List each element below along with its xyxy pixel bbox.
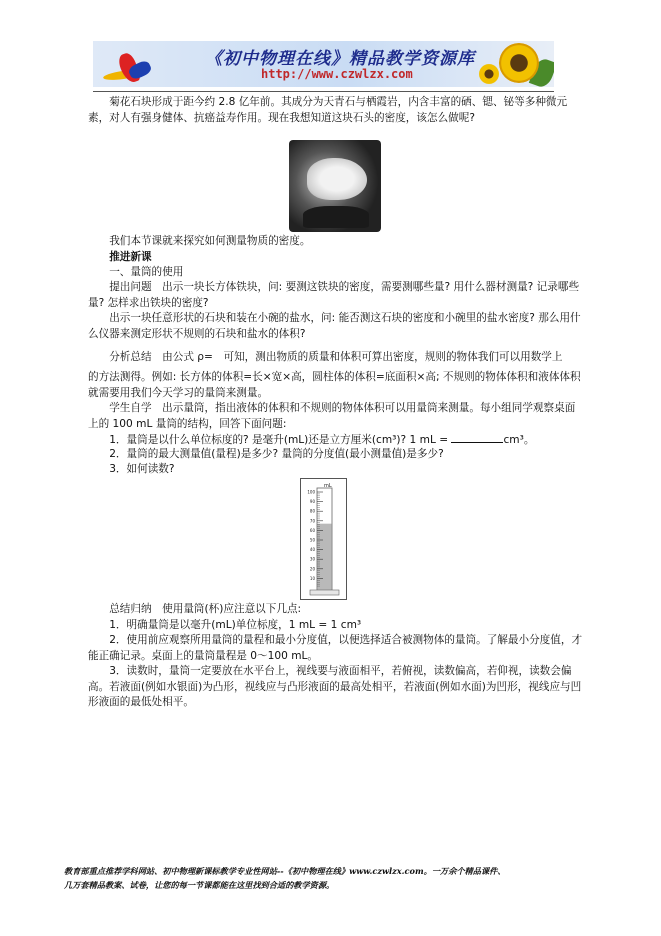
tick-label: 80 bbox=[309, 508, 315, 514]
tick-label: 90 bbox=[309, 499, 315, 505]
stone-stand bbox=[303, 206, 369, 228]
tick-label: 100 bbox=[307, 489, 315, 495]
question-3: 3．如何读数? bbox=[109, 463, 175, 475]
analysis-line-2: 的方法测得。例如: 长方体的体积=长×宽×高，圆柱体的体积=底面积×高; 不规则的物体体积和液体体积就需要用我们今天学习的量筒来测量。 bbox=[88, 371, 581, 399]
header-divider bbox=[93, 91, 554, 92]
cylinder-base bbox=[310, 590, 339, 595]
tick-label: 70 bbox=[309, 518, 315, 524]
lesson-goal: 我们本节课就来探究如何测量物质的密度。 bbox=[109, 235, 311, 247]
summary-point-2: 2．使用前应观察所用量筒的量程和最小分度值，以便选择适合被测物体的量筒。了解最小分度值，才能正确记录。桌面上的量筒量程是 0～100 mL。 bbox=[88, 634, 583, 662]
question-1-unit: cm³。 bbox=[503, 434, 535, 446]
footer-line-1: 教育部重点推荐学科网站、初中物理新课标教学专业性网站--《初中物理在线》www.czwlzx.com。一万余个精品课件、 bbox=[64, 866, 506, 876]
analysis-line-1: 分析总结 由公式 ρ= 可知，测出物质的质量和体积可算出密度，规则的物体我们可以用数学上 bbox=[109, 351, 563, 363]
header-title: 《初中物理在线》精品教学资源库 bbox=[205, 49, 475, 69]
question-paragraph-2: 出示一块任意形状的石块和装在小碗的盐水，问: 能否测这石块的密度和小碗里的盐水密度? 那么用什么仪器来测定形状不规则的石块和盐水的体积? bbox=[88, 312, 581, 340]
summary-heading: 总结归纳 使用量筒(杯)应注意以下几点: bbox=[109, 603, 302, 615]
unit-label: mL bbox=[324, 483, 332, 489]
sunflower-icon bbox=[499, 43, 539, 83]
question-1-text: 1．量筒是以什么单位标度的? 是毫升(mL)还是立方厘米(cm³)? 1 mL = bbox=[109, 434, 449, 446]
summary-point-1: 1．明确量筒是以毫升(mL)单位标度，1 mL = 1 cm³ bbox=[109, 619, 362, 631]
chrysanthemum-stone-photo bbox=[289, 140, 381, 232]
question-paragraph-1: 提出问题 出示一块长方体铁块，问: 要测这铁块的密度，需要测哪些量? 用什么器材测量? 记录哪些量? 怎样求出铁块的密度? bbox=[88, 281, 580, 309]
header-url[interactable]: http://www.czwlzx.com bbox=[261, 67, 413, 81]
summary-point-3: 3．读数时，量筒一定要放在水平台上，视线要与液面相平，若俯视，读数偏高，若仰视，读数会偏高。若液面(例如水银面)为凸形，视线应与凸形液面的最高处相平，若液面(例如水面)为凹形，视线应与凹形液面的最低处相平。 bbox=[88, 665, 582, 708]
section-heading: 推进新课 bbox=[109, 251, 152, 263]
tick-label: 40 bbox=[309, 547, 315, 553]
tick-label: 50 bbox=[309, 537, 315, 543]
stone-flower-pattern bbox=[307, 158, 367, 200]
footer bbox=[64, 864, 604, 892]
liquid-column bbox=[317, 524, 331, 590]
graduated-cylinder-figure bbox=[300, 478, 347, 600]
tick-label: 30 bbox=[309, 556, 315, 562]
tick-label: 10 bbox=[309, 575, 315, 581]
graduated-cylinder-svg bbox=[300, 478, 347, 600]
tick-label: 60 bbox=[309, 527, 315, 533]
self-study-paragraph: 学生自学 出示量筒，指出液体的体积和不规则的物体体积可以用量筒来测量。每小组同学观察桌面上的 100 mL 量筒的结构，回答下面问题: bbox=[88, 402, 576, 430]
answer-blank[interactable] bbox=[451, 432, 503, 443]
sunflower-small-icon bbox=[478, 63, 500, 85]
question-2: 2．量筒的最大测量值(量程)是多少? 量筒的分度值(最小测量值)是多少? bbox=[109, 448, 444, 460]
tick-label: 20 bbox=[309, 566, 315, 572]
header-banner bbox=[93, 41, 554, 87]
subsection-heading: 一、量筒的使用 bbox=[109, 266, 184, 278]
intro-paragraph: 菊花石块形成于距今约 2.8 亿年前。其成分为天青石与栖霞岩，内含丰富的硒、锶、铋等多种微元素，对人有强身健体、抗癌益寿作用。现在我想知道这块石头的密度，该怎么做呢? bbox=[88, 96, 568, 124]
footer-line-2: 几万套精品教案、试卷，让您的每一节课都能在这里找到合适的教学资源。 bbox=[64, 880, 335, 890]
